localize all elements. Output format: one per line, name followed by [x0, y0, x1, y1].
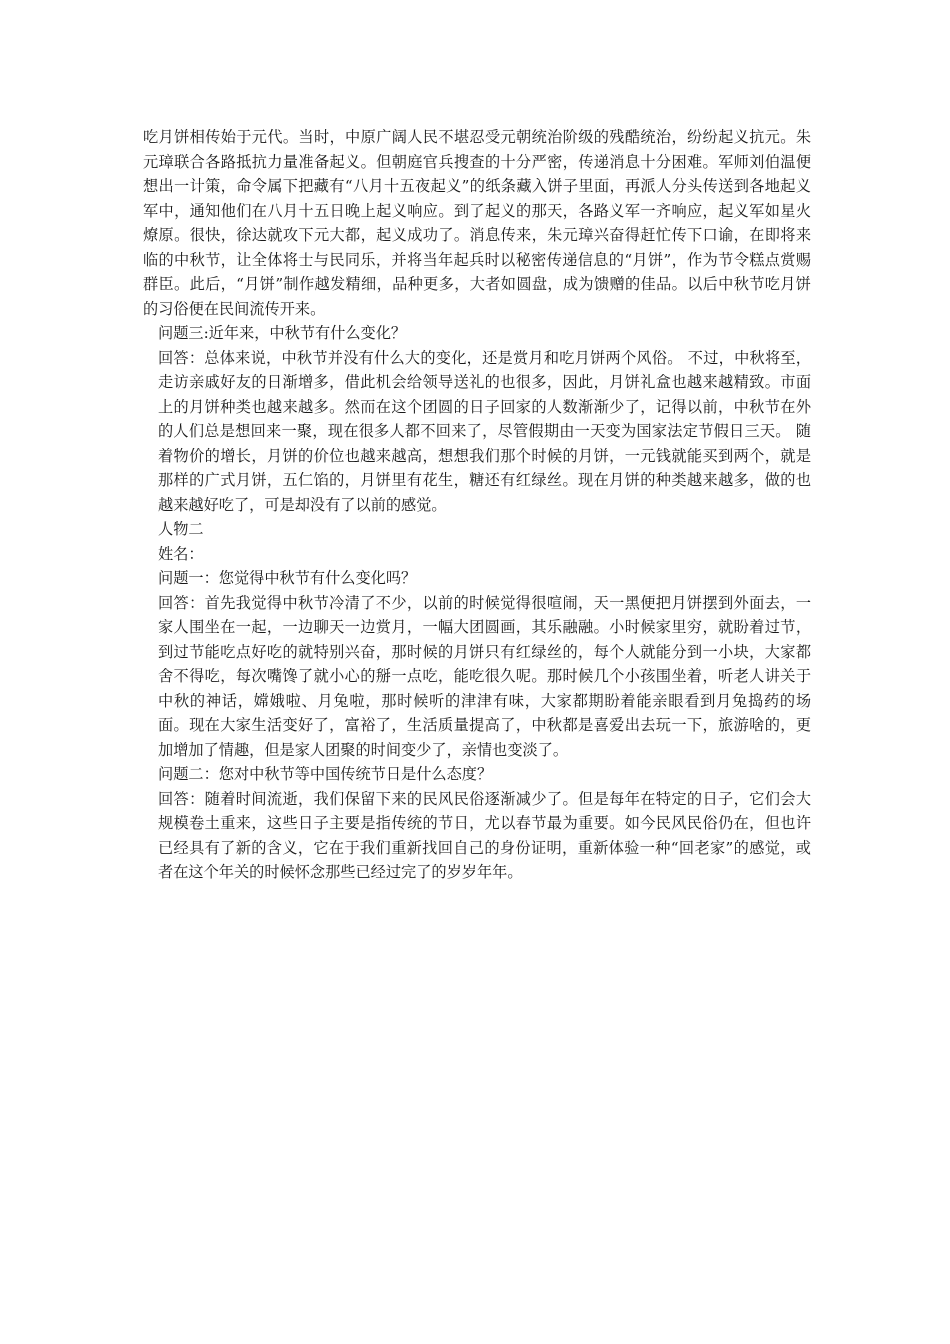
- document-body: [143, 125, 811, 885]
- question-one: 问题一：您觉得中秋节有什么变化吗？: [158, 569, 417, 587]
- question-two: 问题二：您对中秋节等中国传统节日是什么态度？: [158, 765, 493, 783]
- answer-one: 回答：首先我觉得中秋节冷清了不少，以前的时候觉得很喧闹，天一黑便把月饼摆到外面去，一家人围坐在一起，一边聊天一边赏月，一幅大团圆画，其乐融融。小时候家里穷，就盼着过节，到过节能吃点好吃的就特别兴奋，那时候的月饼只有红绿丝的，每个人就能分到一小块，大家都舍不得吃，每次嘴馋了就小心的掰一点吃，能吃很久呢。那时候几个小孩围坐着，听老人讲关于中秋的神话，嫦娥啦、月兔啦，那时候听的津津有味，大家都期盼着能亲眼看到月兔捣药的场面。现在大家生活变好了，富裕了，生活质量提高了，中秋都是喜爱出去玩一下，旅游啥的，更加增加了情趣，但是家人团聚的时间变少了，亲情也变淡了。: [158, 593, 811, 759]
- answer-two: 回答：随着时间流逝，我们保留下来的民风民俗逐渐减少了。但是每年在特定的日子，它们会大规模卷土重来，这些日子主要是指传统的节日，尤以春节最为重要。如今民风民俗仍在，但也许已经具有了新的含义，它在于我们重新找回自己的身份证明，重新体验一种“回老家”的感觉，或者在这个年关的时候怀念那些已经过完了的岁岁年年。: [158, 789, 811, 881]
- person-two-heading: 人物二: [158, 520, 204, 538]
- paragraph-legend: 吃月饼相传始于元代。当时，中原广阔人民不堪忍受元朝统治阶级的残酷统治，纷纷起义抗元。朱元璋联合各路抵抗力量准备起义。但朝庭官兵搜查的十分严密，传递消息十分困难。军师刘伯温便想出一计策，命令属下把藏有“八月十五夜起义”的纸条藏入饼子里面，再派人分头传送到各地起义军中，通知他们在八月十五日晚上起义响应。到了起义的那天，各路义军一齐响应，起义军如星火燎原。很快，徐达就攻下元大都，起义成功了。消息传来，朱元璋兴奋得赶忙传下口谕，在即将来临的中秋节，让全体将士与民同乐，并将当年起兵时以秘密传递信息的“月饼”，作为节令糕点赏赐群臣。此后，“月饼”制作越发精细，品种更多，大者如圆盘，成为馈赠的佳品。以后中秋节吃月饼的习俗便在民间流传开来。: [143, 128, 811, 318]
- answer-three: 回答：总体来说，中秋节并没有什么大的变化，还是赏月和吃月饼两个风俗。 不过，中秋将至，走访亲戚好友的日渐增多，借此机会给领导送礼的也很多，因此，月饼礼盒也越来越精致。市面上的月饼种类也越来越多。然而在这个团圆的日子回家的人数渐渐少了，记得以前，中秋节在外的人们总是想回来一聚，现在很多人都不回来了，尽管假期由一天变为国家法定节假日三天。 随着物价的增长，月饼的价位也越来越高，想想我们那个时候的月饼，一元钱就能买到两个，就是那样的广式月饼，五仁馅的，月饼里有花生，糖还有红绿丝。现在月饼的种类越来越多，做的也越来越好吃了，可是却没有了以前的感觉。: [158, 348, 811, 514]
- name-field-label: 姓名：: [158, 544, 204, 563]
- question-three: 问题三:近年来，中秋节有什么变化？: [158, 324, 407, 342]
